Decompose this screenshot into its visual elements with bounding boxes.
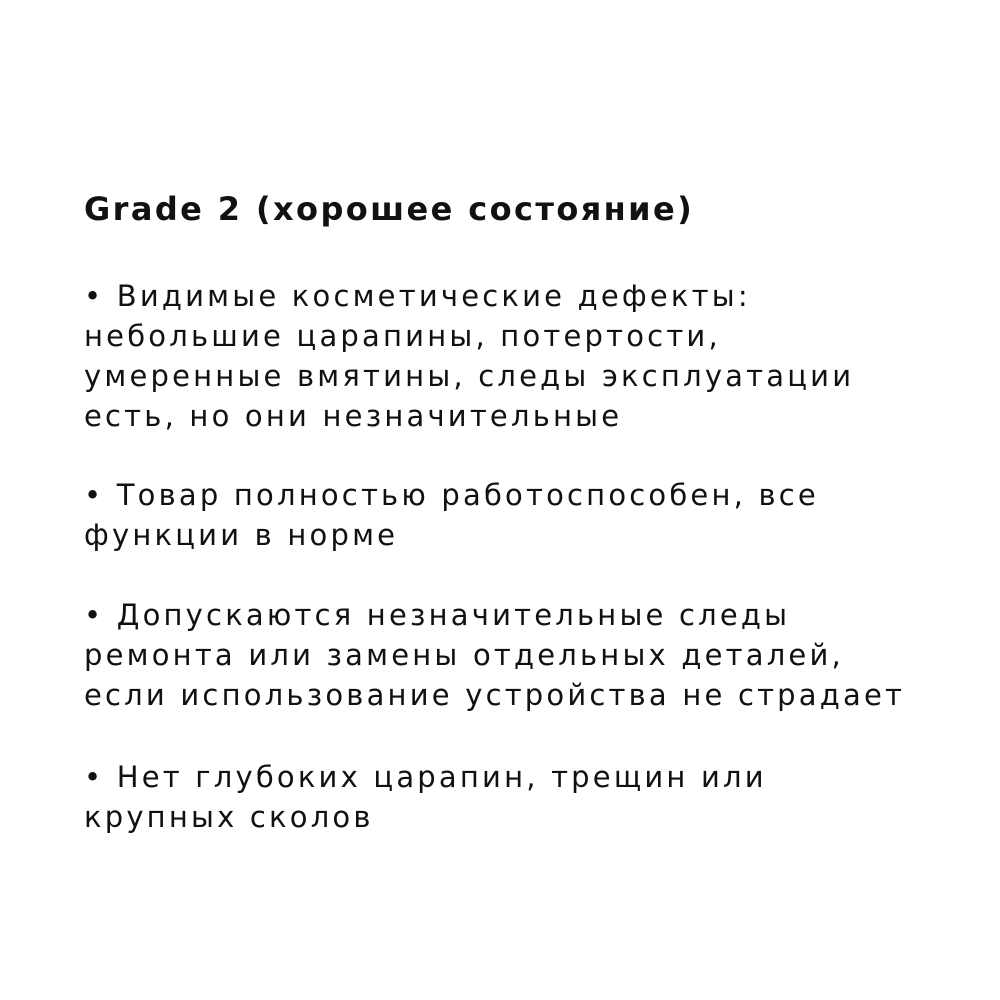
bullet-line: крупных сколов <box>84 800 374 834</box>
bullet-line: если использование устройства не страдает <box>84 678 906 712</box>
bullet-line: небольшие царапины, потертости, <box>84 319 721 353</box>
bullet-line: • Допускаются незначительные следы <box>84 598 791 632</box>
bullet-line: ремонта или замены отдельных деталей, <box>84 638 844 672</box>
bullet-line: • Видимые косметические дефекты: <box>84 279 751 313</box>
grade-title: Grade 2 (хорошее состояние) <box>84 190 695 228</box>
bullet-line: • Товар полностью работоспособен, все <box>84 478 819 512</box>
bullet-cosmetic-defects <box>84 276 854 436</box>
bullet-line: функции в норме <box>84 518 399 552</box>
bullet-line: умеренные вмятины, следы эксплуатации <box>84 359 855 393</box>
bullet-fully-functional <box>84 475 819 555</box>
bullet-line: есть, но они незначительные <box>84 399 623 433</box>
bullet-line: • Нет глубоких царапин, трещин или <box>84 760 767 794</box>
bullet-no-deep-damage <box>84 757 767 837</box>
bullet-repair-traces <box>84 595 905 715</box>
